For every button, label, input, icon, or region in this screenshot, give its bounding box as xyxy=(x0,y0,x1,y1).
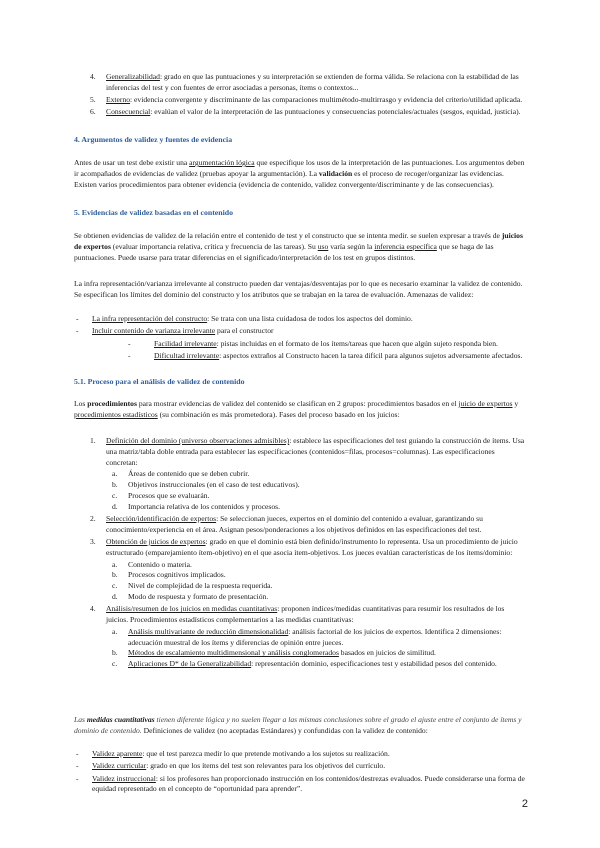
sub-item: a. Contenido o materia. xyxy=(112,559,192,569)
list-item xyxy=(74,107,526,118)
list-item: - Validez aparente: que el test parezca medir lo que pretende motivando a los sujetos su realización. xyxy=(76,749,390,758)
paragraph: La infra representación/varianza irrelevante al constructo pueden dar ventajas/desventajas por lo que es necesario examinar la validez de contenido. Se especifican los límites del dominio del constructo y los atributos que se trabajan en la tarea de evaluación. Amenazas de validez: xyxy=(74,279,523,299)
list-item xyxy=(74,95,526,106)
section-heading: 5. Evidencias de validez basadas en el contenido xyxy=(74,208,233,217)
item-text: : evalúan el valor de la interpretación de las puntuaciones y consecuencias potenciales/actuales (sesgos, equidad, justicia). xyxy=(150,107,521,117)
inline-term: uso xyxy=(317,241,329,251)
process-steps-list xyxy=(74,436,526,671)
list-item: - Incluir contenido de varianza irrelevante para el constructor xyxy=(76,326,274,336)
item-term: Definición del dominio (universo observaciones admisibles) xyxy=(106,436,290,445)
list-item: - La infra representación del constructo: Se trata con una lista cuidadosa de todos los aspectos del dominio. xyxy=(76,314,413,323)
sub-item: a. Análisis multivariante de reducción dimensionalidad: análisis factorial de los juicios de expertos. Identifica 2 dimensiones: adecuación muestral de los ítems y diferencias de opinión entre jueces. xyxy=(112,626,502,647)
page-number: 2 xyxy=(521,798,528,810)
section-5-1-body xyxy=(74,399,526,421)
section-heading: 4. Argumentos de validez y fuentes de evidencia xyxy=(74,135,233,144)
item-text: : evidencia convergente y discriminante de las comparaciones multimétodo-multirrasgo y evidencia del criterio/utilidad aplicada. xyxy=(130,95,523,105)
item-term: Generalizabilidad xyxy=(106,72,160,81)
section-5-body-2 xyxy=(74,279,526,301)
paragraph: Se obtienen evidencias de validez de la relación entre el contenido de test y el constructo que se intenta medir. se suelen expresar a través de juicios de expertos (evaluar importancia relativa, crítica y frecuencia de las tareas). Su uso varía según la inferencia específica que se haga de las puntuaciones. Puede usarse para tratar diferencias en el significado/interpretación de los test en grupos distintos. xyxy=(74,231,523,262)
sub-item: d. Importancia relativa de los contenidos y procesos. xyxy=(112,501,281,511)
list-item: 2. Selección/identificación de expertos: Se seleccionan jueces, expertos en el dominio del contenido a evaluar, garantizando su conocimiento/experiencia en el área. Asignan pesos/ponderaciones a los objetivos definidos en las especificaciones del test. xyxy=(90,513,483,534)
paragraph: Las medidas cuantitativas tienen diferente lógica y no suelen llegar a las mismas conclusiones sobre el grado el ajuste entre el conjunto de ítems y dominio de contenido. Definiciones de validez (no aceptadas Estándares) y confundidas con la validez de contenido: xyxy=(74,715,522,735)
item-term: Validez aparente xyxy=(92,749,143,758)
section-heading: 5.1. Proceso para el análisis de validez de contenido xyxy=(74,377,245,386)
item-term: Obtención de juicios de expertos xyxy=(106,537,206,547)
section-4 xyxy=(74,134,526,145)
section-5 xyxy=(74,207,526,218)
item-term: Facilidad irrelevante xyxy=(154,338,217,348)
item-term: Selección/identificación de expertos xyxy=(106,513,217,523)
sub-item: c. Nivel de complejidad de la respuesta requerida. xyxy=(112,581,273,591)
sub-item: b. Objetivos instruccionales (en el caso de test educativos). xyxy=(112,480,300,490)
inline-term: procedimientos estadísticos xyxy=(74,409,158,419)
sub-item: c. Procesos que se evaluarán. xyxy=(112,490,210,500)
item-number: 5. xyxy=(90,95,96,105)
list-item: - Dificultad irrelevante: aspectos extraños al Constructo hacen la tarea difícil para algunos sujetos adversamente afectados. xyxy=(128,350,523,360)
item-term: Validez instruccional xyxy=(92,773,156,783)
paragraph: Los procedimientos para mostrar evidencias de validez del contenido se clasifican en 2 grupos: procedimientos basados en el juicio de expertos y procedimientos estadísticos (su combinación es más prometedora). Fases del proceso basado en los juicios: xyxy=(74,399,519,419)
item-term: Dificultad irrelevante xyxy=(154,350,220,360)
item-term: Consecuencial xyxy=(106,107,151,117)
list-item: 1. Definición del dominio (universo observaciones admisibles): establece las especificaciones del test guiando la construcción de ítems. Usa una matriz/tabla doble entrada para establecer las especificaciones (contenidos=filas, procesos=columnas). Las especificaciones concretan: a. Áreas de contenido que se deben cubrir. b. Objetivos instruccionales (en el caso de test educativos). c. Procesos que se evaluarán. d. Importancia relativa de los contenidos y procesos. xyxy=(90,436,525,511)
list-item xyxy=(74,72,526,94)
item-number: 4. xyxy=(90,72,96,81)
sub-item: b. Procesos cognitivos implicados. xyxy=(112,570,226,580)
section-5-1 xyxy=(74,376,526,387)
item-term: La infra representación del constructo xyxy=(92,314,208,323)
bold-term: validación xyxy=(318,168,353,178)
item-term: Análisis/resumen de los juicios en medidas cuantitativas xyxy=(106,604,278,614)
item-term: Validez curricular xyxy=(92,761,147,771)
item-text: : grado en que las puntuaciones y su interpretación se extienden de forma válida. Se relaciona con la estabilidad de las inferencias del test y con fuentes de error asociadas a personas, ítems o contextos... xyxy=(106,72,519,92)
validity-aspects-list xyxy=(74,72,526,120)
list-item: 4. Análisis/resumen de los juicios en medidas cuantitativas: proponen índices/medidas cuantitativas para resumir los resultados de los juicios. Procedimientos estadísticos complementarios a las medidas cuantitativas: a. Análisis multivariante de reducción dimensionalidad: análisis factorial de los juicios de expertos. Identifica 2 dimensiones: adecuación muestral de los ítems y diferencias de opinión entre jueces. b. Métodos de escalamiento multidimensional y análisis conglomerados basados en juicios de similitud. c. Aplicaciones D* de la Generalizabilidad: representación dominio, especificaciones test y estabilidad pesos del contenido. xyxy=(74,604,526,670)
threats-list xyxy=(74,314,526,363)
validity-definitions-list xyxy=(74,749,526,797)
list-item: - Facilidad irrelevante: pistas incluidas en el formato de los ítems/tareas que hacen que algún sujeto responda bien. xyxy=(128,338,498,348)
sub-item: c. Aplicaciones D* de la Generalizabilidad: representación dominio, especificaciones test y estabilidad pesos del contenido. xyxy=(112,659,497,669)
paragraph: Antes de usar un test debe existir una argumentación lógica que especifique los usos de la interpretación de las puntuaciones. Los argumentos deben ir acompañados de evidencias de validez (pruebas apoyar la argumentación). La validación es el proceso de recoger/organizar las evidencias. Existen varios procedimientos para obtener evidencia (evidencia de contenido, validez convergente/discriminante y de las consecuencias). xyxy=(74,158,525,189)
item-term: Incluir contenido de varianza irrelevante xyxy=(92,326,216,336)
inline-term: inferencia específica xyxy=(374,241,437,251)
list-item: - Validez instruccional: si los profesores han proporcionado instrucción en los contenidos/destrezas evaluados. Puede considerarse una forma de equidad representado en el concepto de “oportunidad para aprender”. xyxy=(76,773,525,794)
inline-term: argumentación lógica xyxy=(189,158,255,167)
item-term: Externo xyxy=(106,95,131,105)
list-item: 3. Obtención de juicios de expertos: grado en que el dominio está bien definido/instrumento lo representa. Usa un procedimiento de juicio estructurado (emparejamiento ítem-objetivo) en el que asocia ítem-objetivos. Los jueces evalúan características de los ítems/dominio: a. Contenido o materia. b. Procesos cognitivos implicados. c. Nivel de complejidad de la respuesta requerida. d. Modo de respuesta y formato de presentación. xyxy=(74,537,526,603)
sub-item: b. Métodos de escalamiento multidimensional y análisis conglomerados basados en juicios de similitud. xyxy=(112,648,436,658)
section-4-body xyxy=(74,158,526,190)
bold-term: medidas cuantitativas xyxy=(86,715,155,724)
list-item: - Validez curricular: grado en que los ítems del test son relevantes para los objetivos del currículo. xyxy=(76,761,386,771)
bold-term: procedimientos xyxy=(87,399,137,408)
sub-item: d. Modo de respuesta y formato de presentación. xyxy=(112,591,269,601)
item-number: 6. xyxy=(90,107,96,117)
section-5-body xyxy=(74,231,526,263)
sub-item: a. Áreas de contenido que se deben cubrir. xyxy=(112,469,250,479)
inline-term: juicio de expertos xyxy=(458,399,513,408)
quantitative-measures-paragraph xyxy=(74,715,526,737)
bold-term: juicios de expertos xyxy=(74,231,523,251)
